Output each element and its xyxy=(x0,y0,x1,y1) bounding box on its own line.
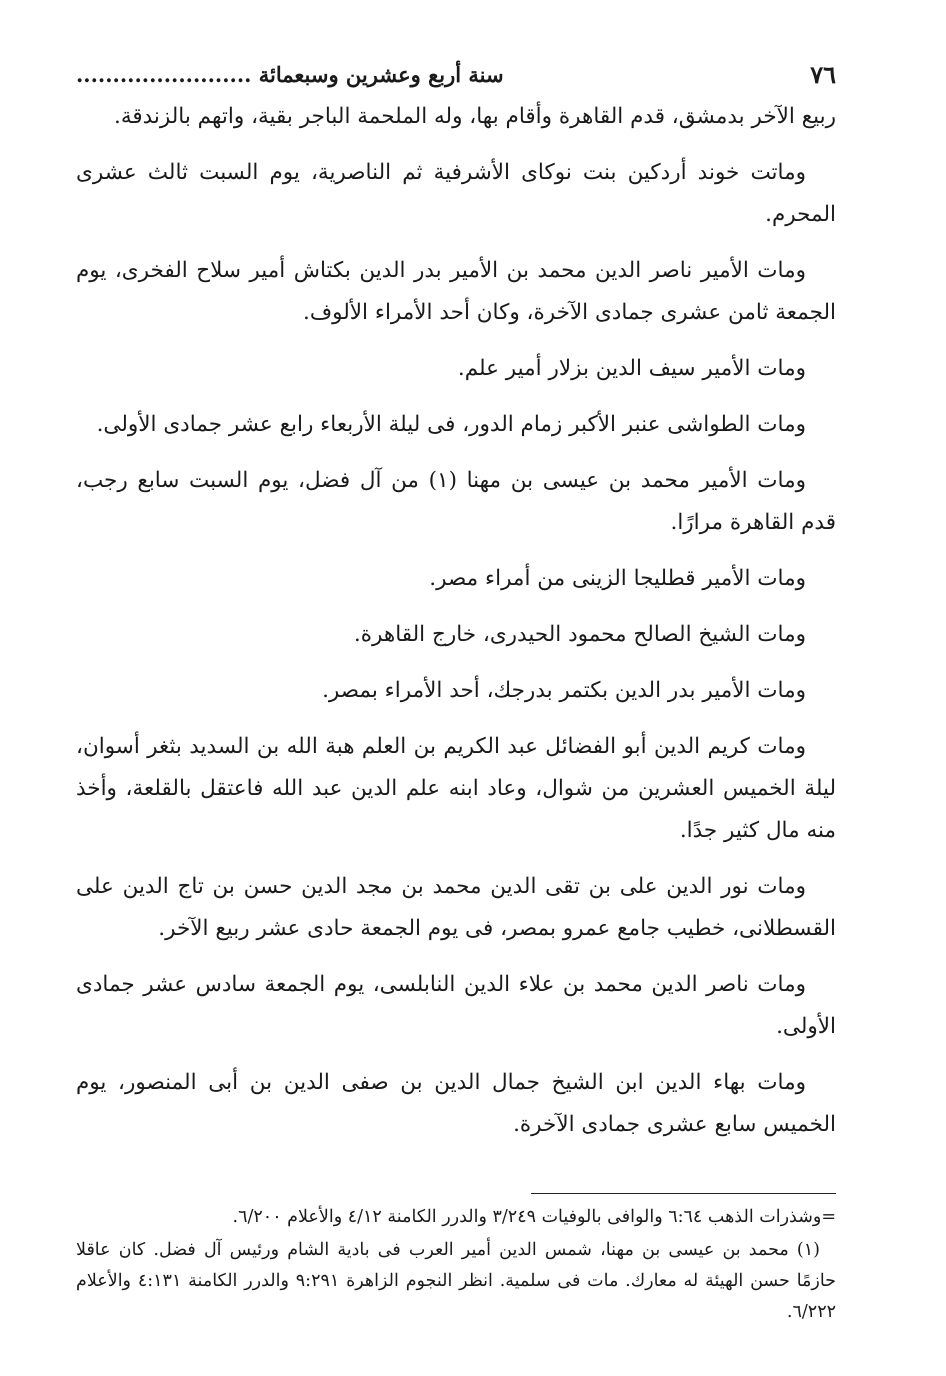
paragraph: ومات الأمير ناصر الدين محمد بن الأمير بدر الدين بكتاش أمير سلاح الفخرى، يوم الجمعة ثامن عشرى جمادى الآخرة، وكان أحد الأمراء الألوف. xyxy=(76,258,836,325)
footnote-divider xyxy=(531,1193,836,1194)
footnotes xyxy=(76,1202,836,1330)
paragraph: ومات نور الدين على بن تقى الدين محمد بن مجد الدين حسن بن تاج الدين على القسطلانى، خطيب جامع عمرو بمصر، فى يوم الجمعة حادى عشر ربيع الآخر. xyxy=(76,874,836,941)
main-text xyxy=(76,96,836,1160)
footnote: (١) محمد بن عيسى بن مهنا، شمس الدين أمير العرب فى بادية الشام ورئيس آل فضل. كان عاقلا حازمًا حسن الهيئة له معارك. مات فى سلمية. انظر النجوم الزاهرة ٩:٢٩١ والدرر الكامنة ٤:١٣١ والأعلام ٦/٢٢٢. xyxy=(76,1240,836,1322)
page-number: ٧٦ xyxy=(810,59,836,89)
paragraph: ومات الطواشى عنبر الأكبر زمام الدور، فى ليلة الأربعاء رابع عشر جمادى الأولى. xyxy=(96,412,806,437)
paragraph: ومات الشيخ الصالح محمود الحيدرى، خارج القاهرة. xyxy=(353,622,806,647)
footnote-continuation: =وشذرات الذهب ٦:٦٤ والوافى بالوفيات ٣/٢٤٩ والدرر الكامنة ٤/١٢ والأعلام ٦/٢٠٠. xyxy=(232,1207,836,1227)
page-header xyxy=(76,54,836,94)
paragraph: ومات بهاء الدين ابن الشيخ جمال الدين بن صفى الدين بن أبى المنصور، يوم الخميس سابع عشرى جمادى الآخرة. xyxy=(76,1070,836,1137)
document-page xyxy=(76,0,836,1376)
paragraph: ومات الأمير سيف الدين بزلار أمير علم. xyxy=(457,356,806,381)
paragraph: ومات كريم الدين أبو الفضائل عبد الكريم بن العلم هبة الله بن السديد بثغر أسوان، ليلة الخميس العشرين من شوال، وعاد ابنه علم الدين عبد الله فاعتقل بالقلعة، وأخذ منه مال كثير جدًا. xyxy=(76,734,836,843)
paragraph: ومات الأمير قطليجا الزينى من أمراء مصر. xyxy=(429,566,806,591)
paragraph: ربيع الآخر بدمشق، قدم القاهرة وأقام بها، وله الملحمة الباجر بقية، واتهم بالزندقة. xyxy=(113,104,836,129)
paragraph: ومات الأمير محمد بن عيسى بن مهنا (١) من آل فضل، يوم السبت سابع رجب، قدم القاهرة مرارًا. xyxy=(76,468,836,535)
paragraph: ومات ناصر الدين محمد بن علاء الدين النابلسى، يوم الجمعة سادس عشر جمادى الأولى. xyxy=(76,972,836,1039)
running-title: سنة أربع وعشرين وسبعمائة ........................ xyxy=(76,61,504,87)
paragraph: ومات الأمير بدر الدين بكتمر بدرجك، أحد الأمراء بمصر. xyxy=(322,678,806,703)
paragraph: وماتت خوند أردكين بنت نوكاى الأشرفية ثم الناصرية، يوم السبت ثالث عشرى المحرم. xyxy=(76,160,836,227)
